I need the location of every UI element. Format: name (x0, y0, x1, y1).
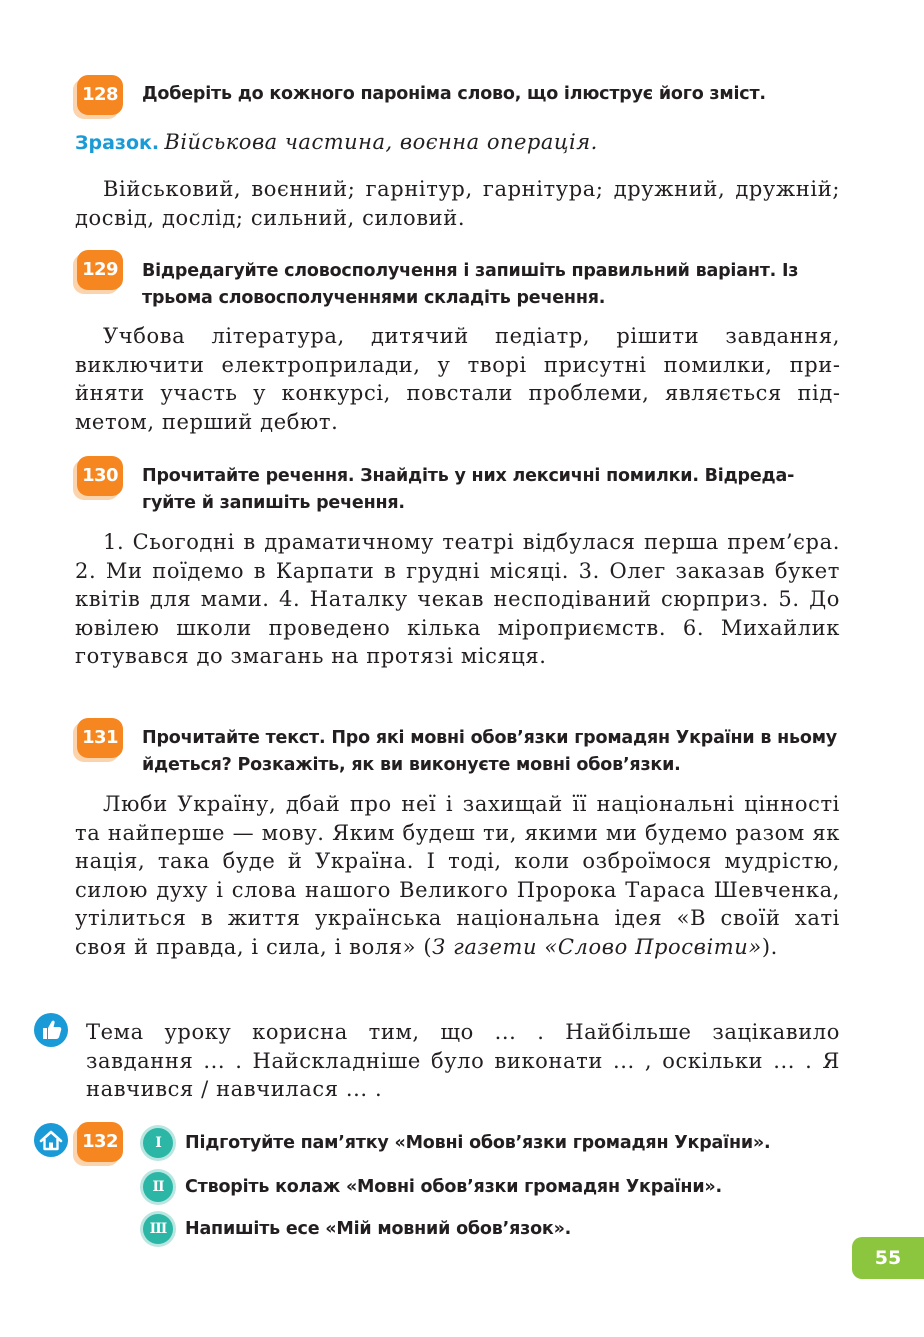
exercise-number-badge: 132 (77, 1122, 123, 1162)
level-badge: I (143, 1128, 173, 1158)
home-icon (33, 1122, 69, 1158)
sample-text: Військова частина, воєнна операція. (164, 130, 598, 154)
homework-task: Підготуйте пам’ятку «Мовні обов’язки громадян України». (185, 1133, 771, 1153)
exercise-number-badge: 131 (77, 718, 123, 758)
exercise-number-badge: 128 (77, 75, 123, 115)
exercise-number-badge: 129 (77, 250, 123, 290)
page-number: 55 (852, 1237, 924, 1279)
sample (75, 128, 598, 157)
exercise-text: 1. Сьогодні в драматичному театрі відбулася перша прем’єра. 2. Ми поїдемо в Карпати в грудні місяці. 3. Олег заказав букет квітів для мами. 4. Наталку чекав несподіваний сюрприз. 5. До ювілею школи проведено кілька міроприємств. 6. Михайлик готувався до змагань на протязі місяця. (75, 530, 840, 669)
exercise-text: Військовий, воєнний; гарнітур, гарнітура; дружний, дружній; досвід, дослід; сильний, силовий. (75, 177, 840, 230)
exercise-text (75, 790, 840, 962)
exercise-task: Відредагуйте словосполучення і запишіть правильний варіант. Із трьома словосполученнями складіть речення. (142, 261, 799, 308)
exercise-task: Прочитайте текст. Про які мовні обов’язки громадян України в ньому йдеться? Розкажіть, як ви виконуєте мовні обов’язки. (142, 728, 838, 775)
level-badge: II (143, 1172, 173, 1202)
exercise-text: Учбова література, дитячий педіатр, рішити завдання, виключити електроприлади, у творі присутні помилки, прийняти участь у конкурсі, повстали проблеми, являється підметом, перший дебют. (75, 324, 840, 434)
reflection-text: Тема уроку корисна тим, що ... . Найбільше зацікавило завдання ... . Найскладніше було виконати ... , оскільки ... . Я навчився / навчилася ... . (86, 1020, 840, 1102)
homework-task: Напишіть есе «Мій мовний обов’язок». (185, 1219, 572, 1239)
text-main: Люби Україну, дбай про неї і захищай її національні цінності та найперше — мову. Яким будеш ти, якими ми будемо разом як нація, така буде й Україна. І тоді, коли озброїмося мудрістю, силою духу і слова нашого Великого Пророка Тараса Шевченка, утілиться в життя українська національна ідея «В своїй хаті своя й правда, і сила, і воля» ( (75, 792, 840, 959)
text-source: З газети «Слово Просвіти» (432, 934, 762, 959)
text-closing: ). (761, 934, 778, 959)
level-badge: III (143, 1214, 173, 1244)
homework-task: Створіть колаж «Мовні обов’язки громадян України». (185, 1177, 722, 1197)
exercise-task: Прочитайте речення. Знайдіть у них лексичні помилки. Відредагуйте й запишіть речення. (142, 466, 795, 513)
thumbs-up-icon (33, 1012, 69, 1048)
sample-label: Зразок. (75, 132, 160, 154)
exercise-number-badge: 130 (77, 456, 123, 496)
exercise-task: Доберіть до кожного пароніма слово, що ілюструє його зміст. (142, 84, 766, 104)
